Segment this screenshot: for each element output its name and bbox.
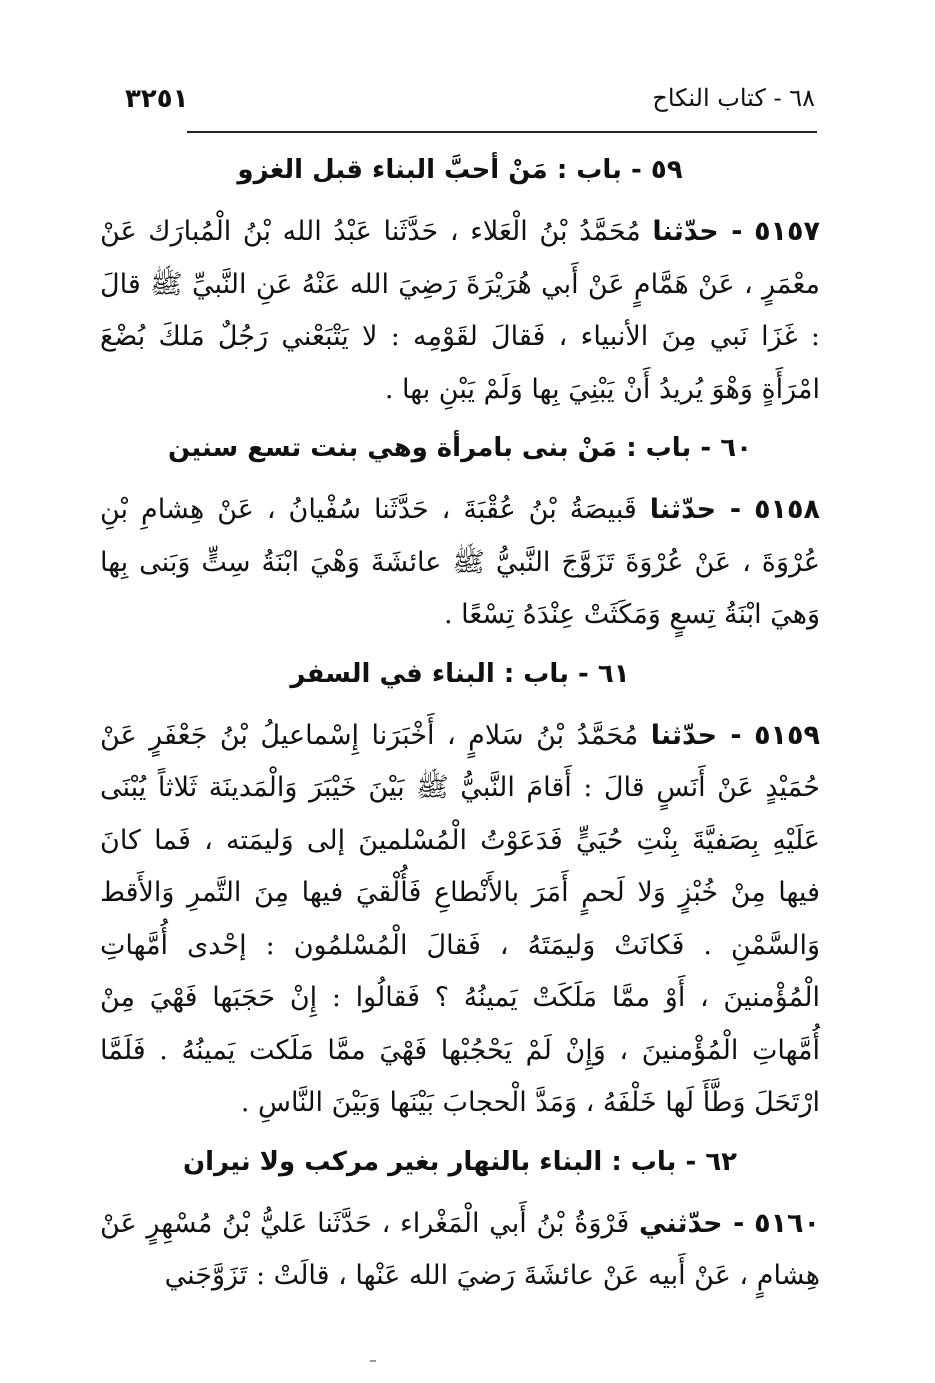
hadith-text: مُحَمَّدُ بْنُ الْعَلاء ، حَدَّثَنا عَبْدُ الله بْنُ الْمُبارَك عَنْ معْمَرٍ ، عَنْ هَمَّامٍ عَنْ أَبي هُرَيْرَةَ رَضِيَ الله عَنْهُ عَنِ النَّبيِّ ﷺ قالَ : غَزَا نَبي مِنَ الأنبياء ، فَقالَ لقَوْمِه : لا يَتْبَعْني رَجُلٌ مَلكَ بُضْعَ امْرَأَةٍ وَهْوَ يُريدُ أَنْ يَبْنِيَ بِها وَلَمْ يَبْنِ بها . (100, 216, 820, 405)
dash: - (718, 216, 743, 247)
hadith-paragraph (100, 206, 820, 416)
hadith-text: مُحَمَّدُ بْنُ سَلامٍ ، أَخْبَرَنا إِسْماعيلُ بْنُ جَعْفَرٍ عَنْ حُمَيْدٍ عَنْ أَنَسٍ قالَ : أَقامَ النَّبيُّ ﷺ بَيْنَ خَيْبَرَ وَالْمَدينَة ثَلاثاً يُبْنَى عَلَيْهِ بِصَفيَّةَ بِنْتِ حُيَيٍّ فَدَعَوْتُ الْمُسْلمينَ إلى وَليمَته ، فَما كانَ فيها مِنْ خُبْزٍ وَلا لَحمٍ أَمَرَ بالأَنْطاعِ فَأُلْقيَ فيها مِنَ التَّمرِ وَالأَقط وَالسَّمْنِ . فَكانَتْ وَليمَتَهُ ، فَقالَ الْمُسْلمُون : إحْدى أُمَّهاتِ الْمُؤْمنينَ ، أَوْ ممَّا مَلَكَتْ يَمينُهُ ؟ فَقالُوا : إِنْ حَجَبَها فَهْيَ مِنْ أُمَّهاتِ الْمُؤْمنينَ ، وَإِنْ لَمْ يَحْجُبْها فَهْيَ ممَّا مَلَكت يَمينُهُ . فَلَمَّا ارْتَحَلَ وَطَّأَ لَها خَلْفَهُ ، وَمَدَّ الْحجابَ بَيْنَها وَبَيْنَ النَّاسِ . (100, 719, 820, 1118)
dash: - (722, 1207, 745, 1239)
narration-lead: حدّثني (639, 1207, 723, 1239)
running-title: ٦٨ - كتاب النكاح (652, 84, 815, 112)
page-number: ٣٢٥١ (125, 84, 189, 114)
scan-mark (370, 1360, 376, 1362)
hadith-text: قَبيصَةُ بْنُ عُقْبَةَ ، حَدَّثَنا سُفْيانُ ، عَنْ هِشامِ بْنِ عُرْوَةَ ، عَنْ عُرْوَةَ تَزَوَّجَ النَّبيُّ ﷺ عائشَةَ وَهْيَ ابْنَةُ سِتٍّ وَبَنى بِها وَهيَ ابْنَةُ تِسعٍ وَمَكَثَتْ عِنْدَهُ تِسْعًا . (100, 494, 820, 630)
chapter-heading: ٥٩ - باب : مَنْ أحبَّ البناء قبل الغزو (237, 155, 683, 185)
hadith-number: ٥١٦٠ (754, 1207, 821, 1239)
hadith-paragraph (100, 1198, 820, 1303)
hadith-paragraph (100, 484, 820, 642)
hadith-number: ٥١٥٩ (754, 719, 820, 751)
page-header (125, 80, 815, 124)
narration-lead: حدّثنا (650, 719, 718, 751)
hadith-number: ٥١٥٨ (754, 494, 820, 525)
chapter-heading: ٦١ - باب : البناء في السفر (290, 658, 630, 689)
narration-lead: حدّثنا (652, 216, 719, 247)
dash: - (717, 719, 742, 751)
page-body (100, 138, 820, 1313)
narration-lead: حدّثنا (649, 494, 717, 525)
dash: - (716, 494, 742, 525)
chapter-heading: ٦٠ - باب : مَنْ بنى بامرأة وهي بنت تسع سنين (168, 433, 752, 463)
hadith-number: ٥١٥٧ (754, 216, 820, 247)
chapter-heading: ٦٢ - باب : البناء بالنهار بغير مركب ولا نيران (182, 1146, 738, 1177)
header-divider (187, 131, 817, 133)
hadith-text: فَرْوَةُ بْنُ أَبي الْمَغْراء ، حَدَّثَنا عَليُّ بْنُ مُسْهِرٍ عَنْ هِشامٍ ، عَنْ أَبيه عَنْ عائشَةَ رَضيَ الله عَنْها ، قالَتْ : تَزَوَّجَني (100, 1207, 820, 1291)
hadith-paragraph (100, 710, 820, 1130)
